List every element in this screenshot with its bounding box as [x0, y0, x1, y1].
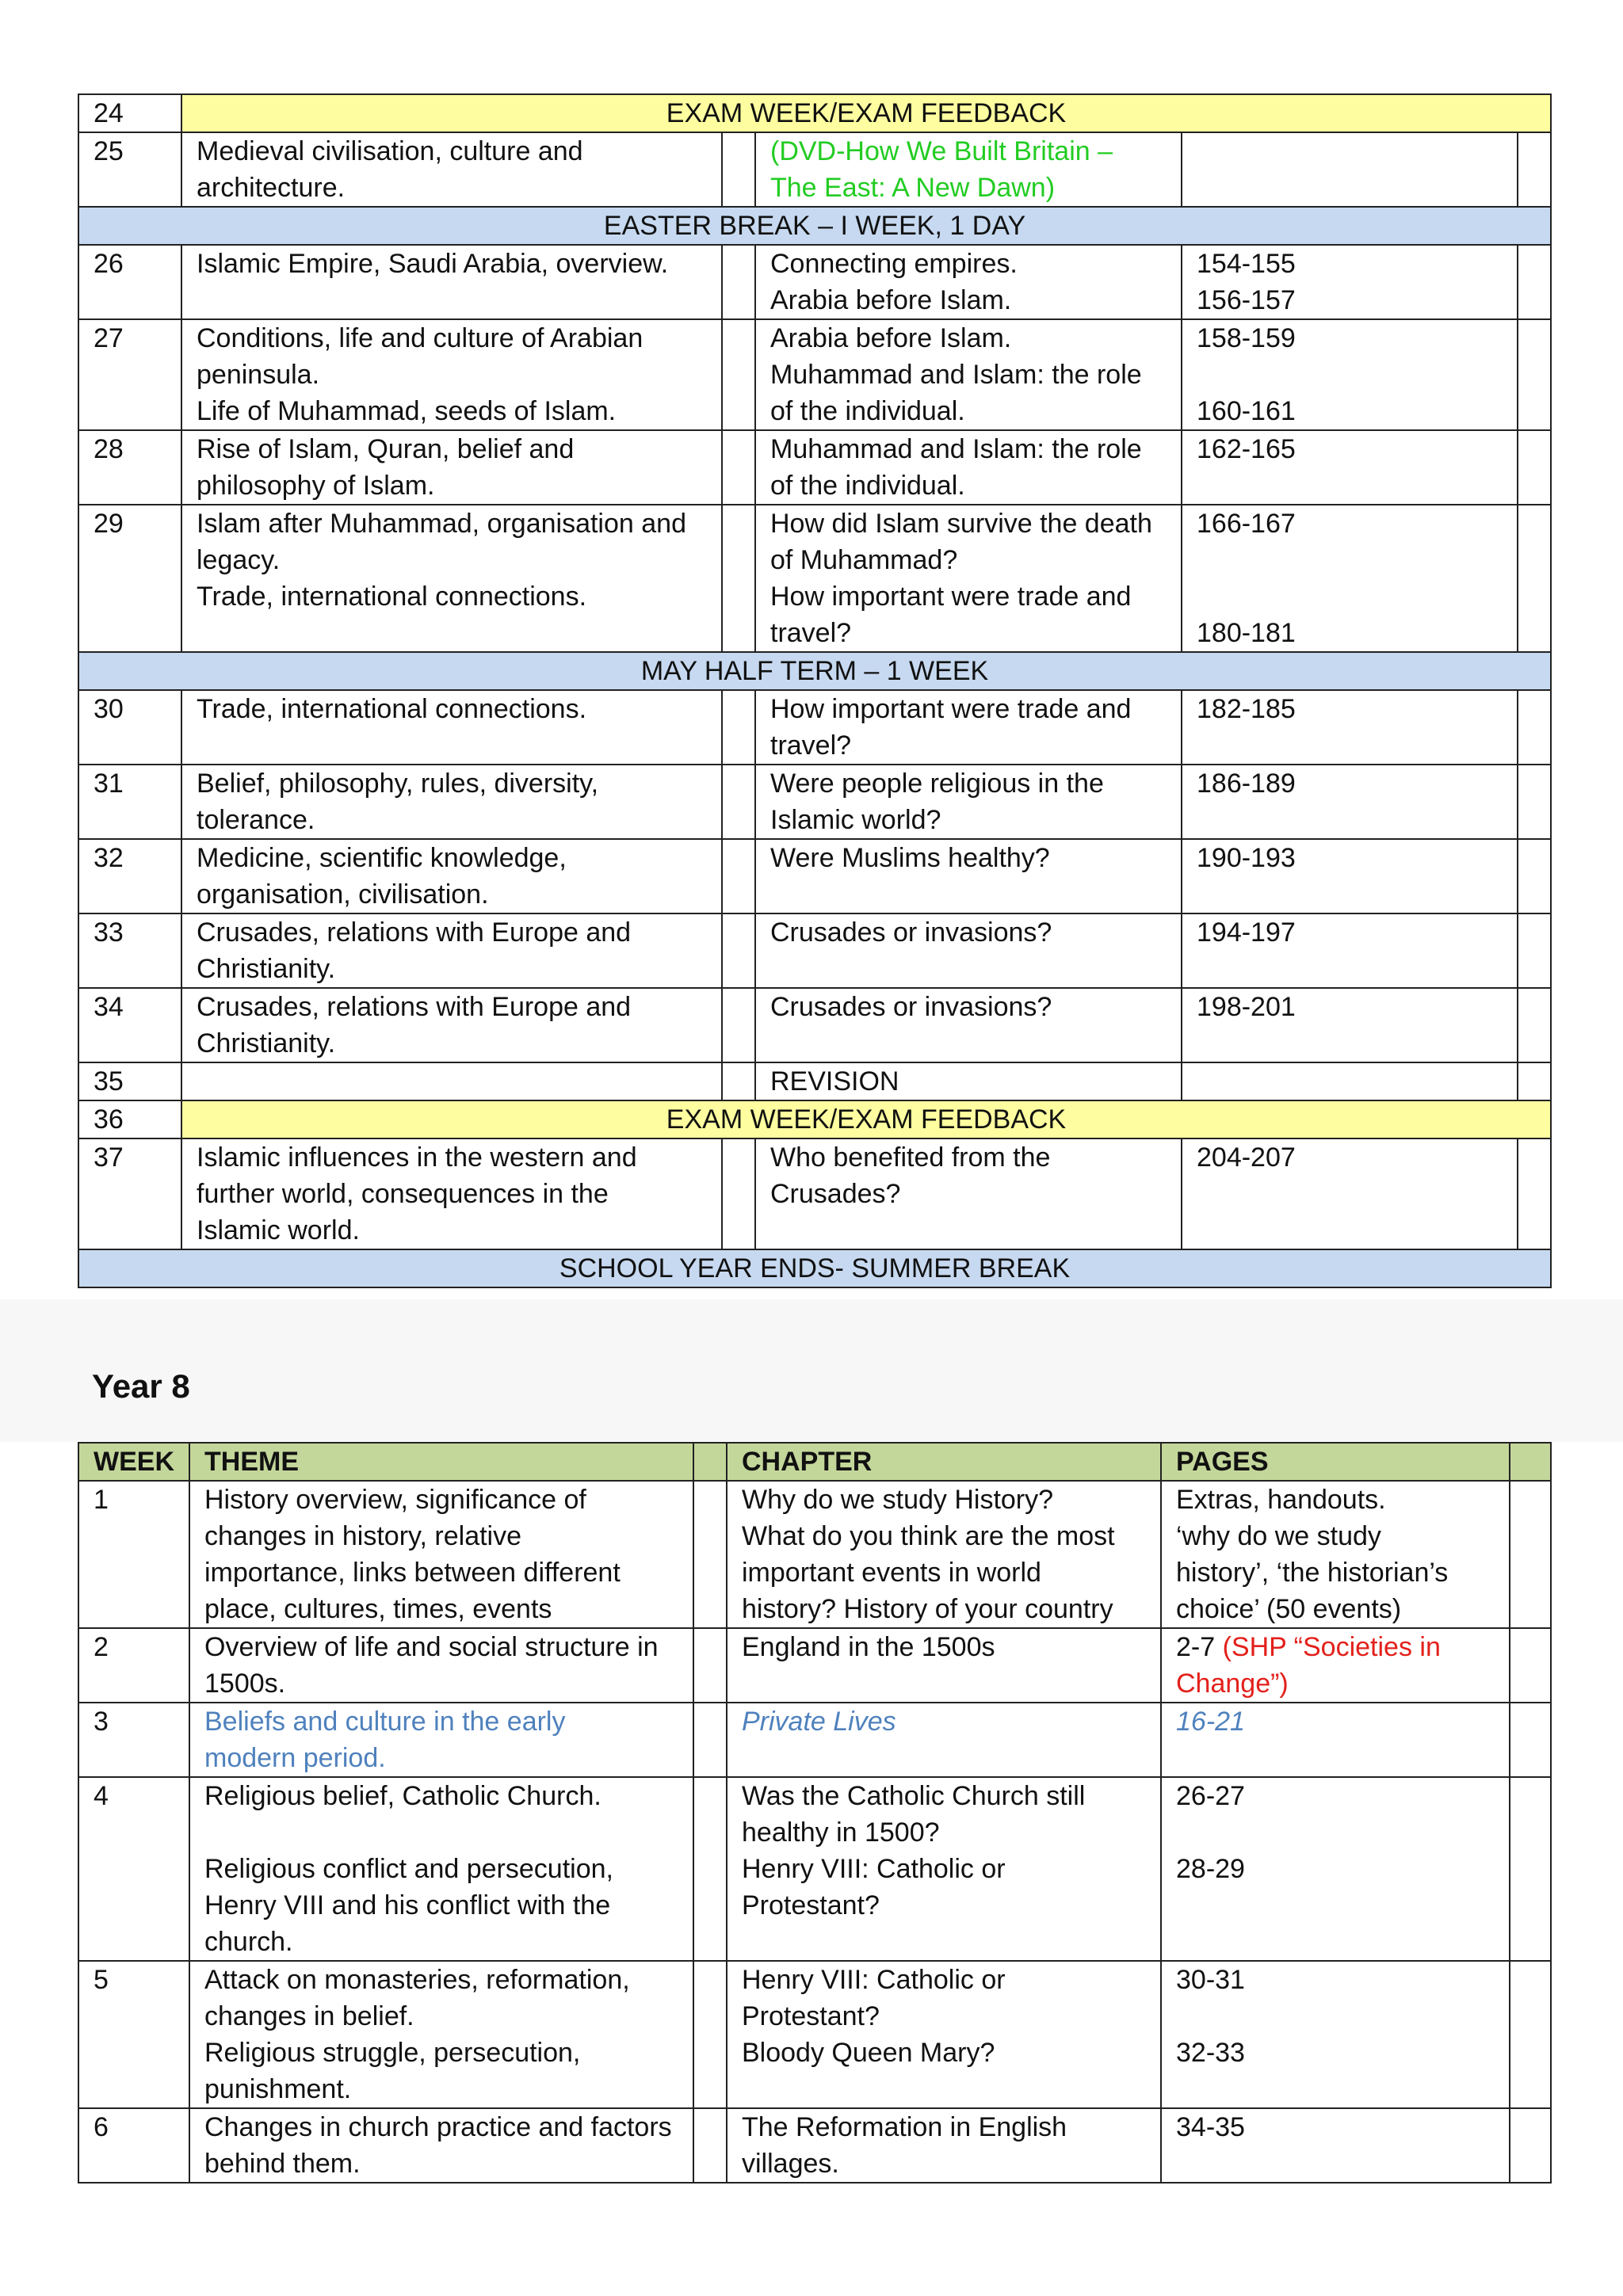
section-title: Year 8: [92, 1367, 190, 1405]
spacer-cell: [722, 765, 755, 839]
theme-cell: Medieval civilisation, culture and architecture.: [181, 132, 722, 207]
spacer-cell: [1518, 839, 1551, 913]
spacer-cell: [1518, 1062, 1551, 1100]
spacer-header: [1510, 1443, 1551, 1481]
chapter-cell: How important were trade and travel?: [755, 690, 1182, 765]
pages-cell: [1182, 1062, 1518, 1100]
theme-cell: Trade, international connections.: [181, 690, 722, 765]
pages-cell: [1182, 132, 1518, 207]
pages-cell: 154-155 156-157: [1182, 245, 1518, 319]
chapter-cell: How did Islam survive the death of Muhammad? How important were trade and travel?: [755, 505, 1182, 652]
week-cell: 1: [78, 1481, 189, 1628]
table-row: [78, 1062, 1551, 1100]
spacer-cell: [693, 2108, 727, 2183]
chapter-cell: Were people religious in the Islamic world?: [755, 765, 1182, 839]
pages-cell: 182-185: [1182, 690, 1518, 765]
pages-header: PAGES: [1161, 1443, 1510, 1481]
spacer-cell: [1518, 132, 1551, 207]
week-cell: 35: [78, 1062, 181, 1100]
theme-cell: [181, 1062, 722, 1100]
table-row: [78, 430, 1551, 505]
theme-cell: Islamic influences in the western and further world, consequences in the Islamic world.: [181, 1138, 722, 1249]
spacer-cell: [1518, 505, 1551, 652]
chapter-cell: Muhammad and Islam: the role of the individual.: [755, 430, 1182, 505]
table-row: [78, 319, 1551, 430]
week-cell: 27: [78, 319, 181, 430]
pages-cell: 30-31 32-33: [1161, 1961, 1510, 2108]
spacer-cell: [1518, 690, 1551, 765]
theme-cell: Belief, philosophy, rules, diversity, tolerance.: [181, 765, 722, 839]
chapter-header: CHAPTER: [727, 1443, 1161, 1481]
section-background: [0, 1299, 1623, 1442]
table-row: [78, 1961, 1551, 2108]
week-cell: 4: [78, 1777, 189, 1961]
theme-cell: Rise of Islam, Quran, belief and philosophy of Islam.: [181, 430, 722, 505]
theme-cell: Overview of life and social structure in 1500s.: [189, 1628, 693, 1703]
spacer-cell: [693, 1481, 727, 1628]
table-row: [78, 207, 1551, 245]
spacer-cell: [722, 505, 755, 652]
pages-cell: 204-207: [1182, 1138, 1518, 1249]
table-row: [78, 1249, 1551, 1287]
spacer-cell: [722, 245, 755, 319]
break-banner: MAY HALF TERM – 1 WEEK: [78, 652, 1551, 690]
spacer-cell: [722, 690, 755, 765]
table-row: [78, 988, 1551, 1062]
table-row: [78, 2108, 1551, 2183]
week-cell: 2: [78, 1628, 189, 1703]
week-cell: 5: [78, 1961, 189, 2108]
chapter-cell: Henry VIII: Catholic or Protestant? Bloody Queen Mary?: [727, 1961, 1161, 2108]
week-cell: 30: [78, 690, 181, 765]
theme-cell: Conditions, life and culture of Arabian peninsula. Life of Muhammad, seeds of Islam.: [181, 319, 722, 430]
chapter-cell: Crusades or invasions?: [755, 913, 1182, 988]
pages-cell: 26-27 28-29: [1161, 1777, 1510, 1961]
break-banner: EASTER BREAK – I WEEK, 1 DAY: [78, 207, 1551, 245]
spacer-cell: [1518, 765, 1551, 839]
spacer-cell: [1510, 1628, 1551, 1703]
spacer-cell: [722, 1062, 755, 1100]
table-row: [78, 1703, 1551, 1777]
week-cell: 29: [78, 505, 181, 652]
table-row: [78, 1777, 1551, 1961]
theme-cell: Changes in church practice and factors behind them.: [189, 2108, 693, 2183]
week-cell: 28: [78, 430, 181, 505]
theme-cell: Islam after Muhammad, organisation and legacy. Trade, international connections.: [181, 505, 722, 652]
textbook-reference: (SHP “Societies in Change”): [1176, 1632, 1441, 1699]
chapter-cell: England in the 1500s: [727, 1628, 1161, 1703]
week-cell: 36: [78, 1100, 181, 1138]
spacer-cell: [722, 839, 755, 913]
theme-cell: History overview, significance of changes in history, relative importance, links between different place, cultures, times, events: [189, 1481, 693, 1628]
spacer-header: [693, 1443, 727, 1481]
chapter-cell: (DVD-How We Built Britain – The East: A New Dawn): [755, 132, 1182, 207]
week-cell: 31: [78, 765, 181, 839]
theme-cell: Beliefs and culture in the early modern period.: [189, 1703, 693, 1777]
spacer-cell: [1518, 245, 1551, 319]
year7-schedule-table: [78, 93, 1552, 1288]
chapter-cell: Who benefited from the Crusades?: [755, 1138, 1182, 1249]
spacer-cell: [1518, 430, 1551, 505]
spacer-cell: [1510, 1961, 1551, 2108]
week-cell: 37: [78, 1138, 181, 1249]
spacer-cell: [1510, 2108, 1551, 2183]
pages-cell: 34-35: [1161, 2108, 1510, 2183]
pages-cell: 158-159 160-161: [1182, 319, 1518, 430]
week-cell: 6: [78, 2108, 189, 2183]
week-header: WEEK: [78, 1443, 189, 1481]
spacer-cell: [1518, 319, 1551, 430]
table-row: [78, 1628, 1551, 1703]
spacer-cell: [722, 1138, 755, 1249]
pages-cell: [1161, 1628, 1510, 1703]
pages-cell: Extras, handouts. ‘why do we study history’, ‘the historian’s choice’ (50 events): [1161, 1481, 1510, 1628]
week-cell: 25: [78, 132, 181, 207]
spacer-cell: [693, 1703, 727, 1777]
table-row: [78, 245, 1551, 319]
theme-header: THEME: [189, 1443, 693, 1481]
table-row: [78, 839, 1551, 913]
table-row: [78, 652, 1551, 690]
break-banner: SCHOOL YEAR ENDS- SUMMER BREAK: [78, 1249, 1551, 1287]
pages-number: 2-7: [1176, 1632, 1223, 1662]
week-cell: 33: [78, 913, 181, 988]
spacer-cell: [693, 1628, 727, 1703]
week-cell: 3: [78, 1703, 189, 1777]
table-row: [78, 505, 1551, 652]
spacer-cell: [722, 913, 755, 988]
theme-cell: Islamic Empire, Saudi Arabia, overview.: [181, 245, 722, 319]
table-row: [78, 1100, 1551, 1138]
chapter-cell: REVISION: [755, 1062, 1182, 1100]
spacer-cell: [1510, 1777, 1551, 1961]
table-row: [78, 913, 1551, 988]
table-row: [78, 690, 1551, 765]
chapter-cell: Private Lives: [727, 1703, 1161, 1777]
exam-banner: EXAM WEEK/EXAM FEEDBACK: [181, 94, 1551, 132]
header-row: [78, 1443, 1551, 1481]
spacer-cell: [693, 1777, 727, 1961]
spacer-cell: [722, 430, 755, 505]
pages-cell: 166-167 180-181: [1182, 505, 1518, 652]
week-cell: 26: [78, 245, 181, 319]
pages-cell: 198-201: [1182, 988, 1518, 1062]
spacer-cell: [722, 988, 755, 1062]
chapter-cell: Arabia before Islam. Muhammad and Islam: the role of the individual.: [755, 319, 1182, 430]
spacer-cell: [1518, 988, 1551, 1062]
table-row: [78, 94, 1551, 132]
spacer-cell: [1518, 1138, 1551, 1249]
chapter-cell: Why do we study History? What do you think are the most important events in world history? History of your country: [727, 1481, 1161, 1628]
chapter-cell: Connecting empires. Arabia before Islam.: [755, 245, 1182, 319]
theme-cell: Medicine, scientific knowledge, organisation, civilisation.: [181, 839, 722, 913]
pages-cell: 16-21: [1161, 1703, 1510, 1777]
week-cell: 34: [78, 988, 181, 1062]
chapter-cell: Were Muslims healthy?: [755, 839, 1182, 913]
week-cell: 24: [78, 94, 181, 132]
table-row: [78, 1481, 1551, 1628]
theme-cell: Religious belief, Catholic Church. Religious conflict and persecution, Henry VIII and his conflict with the church.: [189, 1777, 693, 1961]
week-cell: 32: [78, 839, 181, 913]
chapter-cell: Crusades or invasions?: [755, 988, 1182, 1062]
pages-cell: 162-165: [1182, 430, 1518, 505]
table-row: [78, 1138, 1551, 1249]
table-row: [78, 765, 1551, 839]
pages-cell: 194-197: [1182, 913, 1518, 988]
chapter-cell: The Reformation in English villages.: [727, 2108, 1161, 2183]
theme-cell: Attack on monasteries, reformation, changes in belief. Religious struggle, persecution, punishment.: [189, 1961, 693, 2108]
pages-cell: 186-189: [1182, 765, 1518, 839]
exam-banner: EXAM WEEK/EXAM FEEDBACK: [181, 1100, 1551, 1138]
year8-schedule-table: [78, 1442, 1552, 2183]
spacer-cell: [1510, 1703, 1551, 1777]
spacer-cell: [722, 132, 755, 207]
theme-cell: Crusades, relations with Europe and Christianity.: [181, 913, 722, 988]
spacer-cell: [1510, 1481, 1551, 1628]
table-row: [78, 132, 1551, 207]
theme-cell: Crusades, relations with Europe and Christianity.: [181, 988, 722, 1062]
spacer-cell: [1518, 913, 1551, 988]
spacer-cell: [722, 319, 755, 430]
spacer-cell: [693, 1961, 727, 2108]
pages-cell: 190-193: [1182, 839, 1518, 913]
chapter-cell: Was the Catholic Church still healthy in 1500? Henry VIII: Catholic or Protestant?: [727, 1777, 1161, 1961]
